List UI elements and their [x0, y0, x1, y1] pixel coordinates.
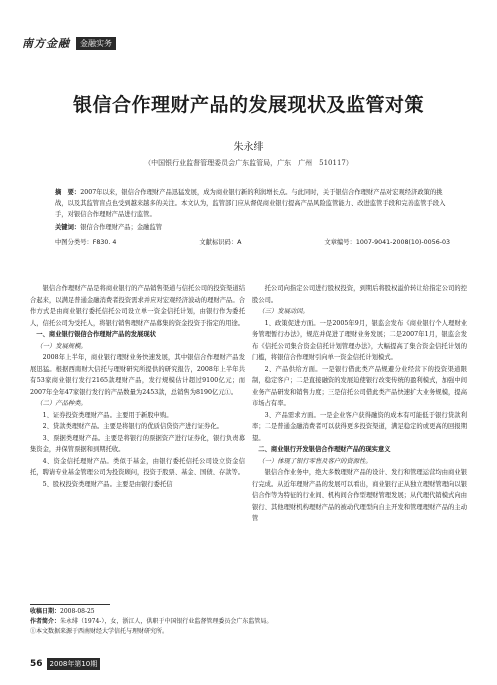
type-item-5: 5、股权投资类理财产品。主要是由银行委托信 — [42, 480, 173, 488]
subsection-drivers: （三）发展动因。 — [258, 308, 309, 315]
driver-item-2: 2、产品供给方面。一是银行借此类产品规避分业经营下的投资渠道限制，稳定客户；二是直接融资的发展迫使银行改变传统的盈利模式，加强中间业务产品研发和销售力度；三是信托公司借此类产品快速扩大业务规模，提高市场占有率。 — [252, 365, 467, 407]
section-heading-1: 一、商业银行银信合作理财产品的发展现状 — [36, 331, 156, 338]
journal-name: 南方金融 — [22, 37, 70, 50]
type-item-3: 3、票据类理财产品。主要是将银行的票据资产进行证券化，银行负责募集资金，并保管票据和到期托收。 — [30, 434, 245, 453]
footnote-1: ①本文数据来源于西南财经大学信托与理财研究所。 — [30, 628, 169, 635]
received-label: 收稿日期： — [30, 608, 61, 615]
page-number: 56 — [30, 659, 43, 669]
type-item-2: 2、贷款类理财产品。主要是将银行的优质信贷资产进行证券化。 — [42, 423, 223, 430]
author-affiliation: （中国银行业监督管理委员会广东监管局，广东 广州 510117） — [144, 159, 353, 167]
type-item-1: 1、证券投资类理财产品。主要用于新股申购。 — [42, 411, 173, 419]
received-date — [30, 607, 470, 617]
article-author: 朱永绯 — [233, 142, 264, 153]
author-bio-label: 作者简介： — [30, 618, 61, 625]
driver-item-1: 1、政策促进方面。一是2005年9月，银监会发布《商业银行个人理财业务管理暂行办法》，规范并促进了理财业务发展；二是2007年1月，银监会发布《信托公司集合资金信托计划管理办法》，大幅提高了集合资金信托计划的门槛，将银信合作理财引向单一资金信托计划模式。 — [252, 319, 467, 361]
journal-header — [22, 35, 116, 51]
footnote-divider — [30, 604, 110, 605]
type-item-4: 4、资金信托理财产品。类似于基金，由银行委托信托公司设立资金信托，聘请专业基金管理公司为投资顾问，投资于股票、基金、国债、存款等。 — [30, 457, 245, 476]
classification-row — [55, 237, 450, 246]
keywords-text: 银信合作理财产品；金融监管 — [80, 224, 163, 231]
clc-label: 中图分类号： — [55, 239, 93, 246]
clc-value: F830. 4 — [92, 239, 117, 246]
subsection-types: （二）产品种类。 — [36, 400, 87, 407]
column-tag: 金融实务 — [76, 37, 116, 50]
author-bio — [30, 617, 470, 627]
page-footer — [30, 658, 100, 670]
section-heading-2: 二、商业银行开发银信合作理财产品的现实意义 — [258, 446, 391, 453]
article-no-label: 文章编号： — [324, 239, 356, 246]
subsection-scale: （一）发展规模。 — [36, 342, 87, 350]
abstract-body — [55, 187, 450, 220]
abstract-label: 摘 要： — [55, 189, 81, 196]
author-bio-text: 朱永绯（1974-），女，浙江人，供职于中国银行业监督管理委员会广东监管局。 — [60, 618, 273, 625]
resources-paragraph: 银信合作业务中，绝大多数理财产品的设计、发行和管理运营均由商业银行完成。从近年理财产品的发展可以看出，商业银行正从独立理财管理向以银信合作等为特征的行业间、机构间合作型理财管理发展；从代理代销模式向由银行、其他理财机构理财产品的被动代理型向自主开发和管理理财产品的主动管 — [252, 469, 467, 522]
article-no-value: 1007-9041-2008(10)-0056-03 — [355, 239, 450, 246]
scale-paragraph: 2008年上半年，商业银行理财业务快速发展，其中银信合作理财产品发展迅猛。根据西南财大信托与理财研究所提供的研究报告，2008年上半年共有53家商业银行发行2165款理财产品，发行规模估计超过9100亿元；而2007年全年47家银行发行的产品数量为2453款，总销售为8190亿元①。 — [30, 354, 245, 396]
footnotes — [30, 607, 470, 637]
abstract — [55, 187, 450, 233]
clc-code — [55, 237, 116, 246]
keywords-label: 关键词： — [55, 224, 81, 231]
issue-tag: 2008年第10期 — [47, 658, 101, 670]
subsection-resources: （一）体现了银行零售及客户的资源性。 — [258, 457, 372, 465]
continued-paragraph: 托公司向指定公司进行股权投资，到期后将股权溢价转让给指定公司的控股公司。 — [252, 285, 467, 304]
left-column — [30, 283, 245, 490]
right-column — [252, 283, 467, 525]
article-number — [324, 237, 450, 246]
abstract-text: 2007年以来，银信合作理财产品迅猛发展，成为商业银行新的利润增长点。与此同时，关于银信合作理财产品对宏观经济政策的挑战，以及其监管盲点也受到越来越多的关注。本文认为，监管部门应从督促商业银行提高产品风险监管能力、改进监管手段和完善监管手段入手，对银信合作理财产品进行监管。 — [55, 189, 446, 218]
document-code — [199, 237, 241, 246]
intro-paragraph: 银信合作理财产品是将商业银行的产品销售渠道与信托公司的投资渠道结合起来，以满足普通金融消费者投资需求并应对宏观经济波动的理财产品。合作方式是由商业银行委托信托公司设立单一资金信托计划，由银行作为委托人，信托公司为受托人，将银行销售理财产品募集的资金投资于指定的用途。 — [30, 285, 245, 327]
keywords-row — [55, 222, 450, 233]
driver-item-3: 3、产品需求方面。一是企业客户获得融资的成本有可能低于银行贷款利率；二是普通金融消费者可以获得更多投资渠道，满足稳定的或更高的回报期望。 — [252, 411, 467, 442]
article-title: 银信合作理财产品的发展现状及监管对策 — [72, 94, 424, 116]
doc-code-label: 文献标识码： — [199, 239, 238, 246]
doc-code-value: A — [237, 239, 242, 246]
received-value: 2008-08-25 — [60, 608, 95, 615]
